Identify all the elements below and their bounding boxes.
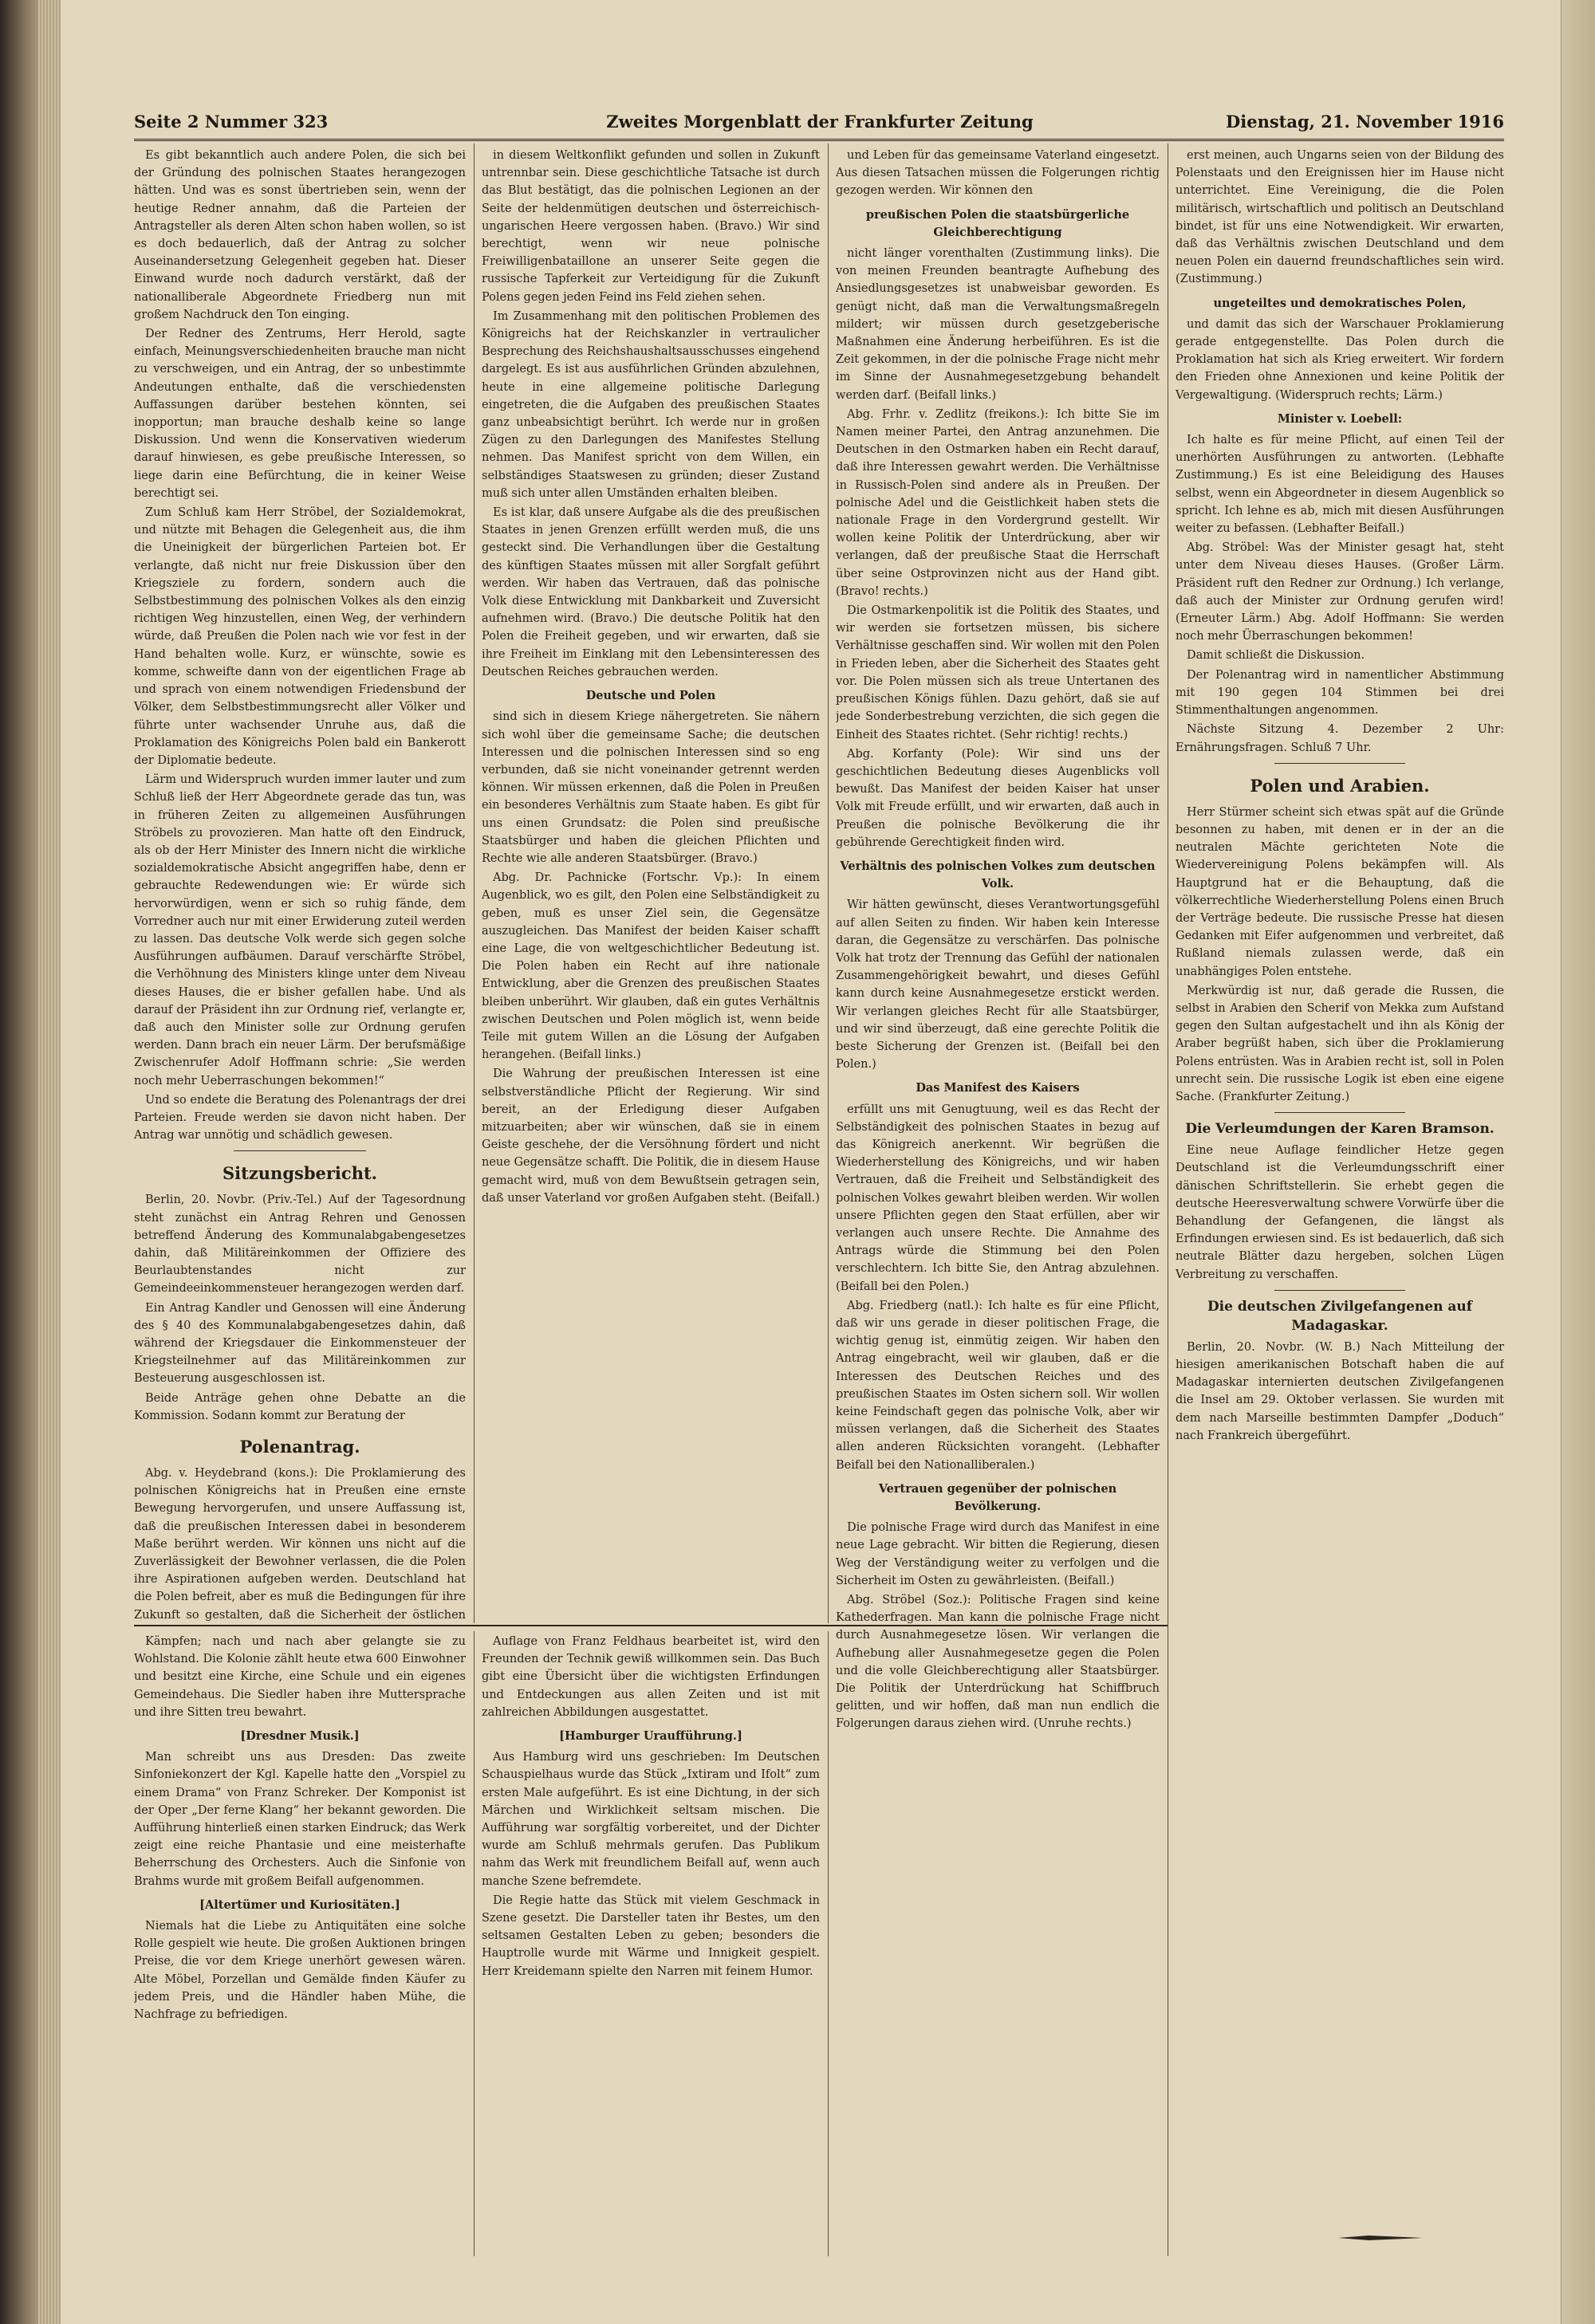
subheading: Verhältnis des polnischen Volkes zum deutschen Volk. [840,859,1156,891]
section-rule [234,1150,366,1151]
feuilleton-column-1 [134,1633,466,2255]
section-rule [1274,1112,1406,1113]
column-3 [836,147,1160,2251]
paragraph: Abg. v. Heydebrand (kons.): Die Proklamierung des polnischen Königreichs hat in Preußen eine ernste Bewegung hervorgerufen, und unsere Auffassung ist, daß die preußischen Interessen dabei in besonderem Maße berührt werden. Wir können uns nicht auf die Zuverlässigkeit der Bewohner verlassen, die die Polen ihre Aspirationen aufgeben werden. Deutschland hat die Polen befreit, aber es muß die Bedingungen für ihre Zukunft so gestalten, daß die Sicherheit der östlichen [134,1467,466,1622]
paragraph: und Leben für das gemeinsame Vaterland eingesetzt. Aus diesen Tatsachen müssen die Folgerungen richtig gezogen werden. Wir können den [836,149,1160,198]
paragraph: Ich halte es für meine Pflicht, auf einen Teil der unerhörten Ausführungen zu antworten. (Lebhafte Zustimmung.) Es ist eine Beleidigung des Hauses selbst, wenn ein Abgeordneter in diesem Augenblick so spricht. Ich lehne es ab, mich mit diesen Ausführungen weiter zu befassen. (Lebhafter Beifall.) [1176,434,1504,536]
heading-polen-arabien: Polen und Arabien. [1250,775,1430,796]
paragraph: Berlin, 20. Novbr. (Priv.-Tel.) Auf der Tagesordnung steht zunächst ein Antrag Rehren und Genossen betreffend Änderung des Kommunalabgabengesetzes dahin, daß Militäreinkommen der Offiziere des Beurlaubtenstandes nicht zur Gemeindeeinkommensteuer herangezogen werden darf. [134,1193,466,1296]
subheading: ungeteiltes und demokratisches Polen, [1213,296,1467,310]
paragraph: Abg. Friedberg (natl.): Ich halte es für eine Pflicht, daß wir uns gerade in dieser politischen Frage, die wichtig genug ist, einmütig zeigen. Wir haben den Antrag eingebracht, weil wir glauben, daß er die Interessen des Deutschen Reiches und des preußischen Staates im Osten sichern soll. Wir wollen keine Feindschaft gegen das polnische Volk, aber wir müssen verlangen, daß die Sicherheit des Staates allen anderen Rücksichten vorangeht. (Lebhafter Beifall bei den Nationalliberalen.) [836,1299,1160,1472]
paragraph: Der Redner des Zentrums, Herr Herold, sagte einfach, Meinungsverschiedenheiten brauche man nicht zu verschweigen, und ein Antrag, der so unbestimmte Andeutungen enthalte, daß die verschiedensten Auffassungen darüber bestehen könnten, sei inopportun; man brauche deshalb keine so lange Diskussion. Und wenn die Konservativen wiederum darauf hinwiesen, es gebe preußische Interessen, so liege darin eine Befürchtung, die in keiner Weise berechtigt sei. [134,328,466,500]
heading-zivilgefangene: Die deutschen Zivilgefangenen auf Madagaskar. [1207,1298,1473,1334]
book-spine [0,0,38,2324]
paragraph: und damit das sich der Warschauer Proklamierung gerade entgegenstellte. Das Polen durch die Proklamation hat sich als Krieg erweitert. Wir fordern den Frieden ohne Annexionen und keine Politik der Vergewaltigung. (Widerspruch rechts; Lärm.) [1176,317,1504,402]
end-ornament [1337,2232,1424,2243]
paragraph: in diesem Weltkonflikt gefunden und sollen in Zukunft untrennbar sein. Diese geschichtliche Tatsache ist durch das Blut bestätigt, das die polnischen Legionen an der Seite der heldenmütigen deutschen und österreichisch-ungarischen Heere vergossen haben. (Bravo.) Wir sind berechtigt, wenn wir neue polnische Freiwilligenbataillone an unserer Seite gegen die russische Tapferkeit zur Verteidigung für die Zukunft Polens gegen jeden Feind ins Feld ziehen sehen. [482,149,820,304]
feuilleton-column-2 [482,1633,820,2255]
page-edge-stack [38,0,61,2324]
column-4 [1176,147,1504,2251]
column-rule [828,144,829,1623]
paragraph: Abg. Ströbel: Was der Minister gesagt hat, steht unter dem Niveau dieses Hauses. (Großer Lärm. Präsident ruft den Redner zur Ordnung.) Ich verlange, daß auch der Minister zur Ordnung gerufen wird! (Erneuter Lärm.) Abg. Adolf Hoffmann: Sie werden noch mehr Überraschungen bekommen! [1176,541,1504,643]
paragraph: Abg. Frhr. v. Zedlitz (freikons.): Ich bitte Sie im Namen meiner Partei, den Antrag anzunehmen. Die Deutschen in den Ostmarken haben ein Recht darauf, daß ihre Interessen gewahrt werden. Die Verhältnisse in Russisch-Polen sind andere als in Preußen. Der polnische Adel und die Geistlichkeit haben stets die nationale Frage in den Vordergrund gestellt. Wir wollen keine Politik der Unterdrückung, aber wir verlangen, daß der preußische Staat die Herrschaft über seine Ostprovinzen nicht aus der Hand gibt. (Bravo! rechts.) [836,407,1160,598]
subheading: [Altertümer und Kuriositäten.] [199,1897,400,1912]
heading-bramson: Die Verleumdungen der Karen Bramson. [1185,1121,1495,1138]
heading-sitzungsbericht: Sitzungsbericht. [223,1163,377,1184]
column-rule [828,1631,829,2256]
paragraph: Damit schließt die Diskussion. [1187,649,1365,663]
paragraph: Beide Anträge gehen ohne Debatte an die Kommission. Sodann kommt zur Beratung der [134,1391,466,1422]
paragraph: Merkwürdig ist nur, daß gerade die Russen, die selbst in Arabien den Scherif von Mekka zum Aufstand gegen den Sultan aufgestachelt und ihn als König der Araber begrüßt haben, sich über die Proklamierung Polens entrüsten. Was in Arabien recht ist, soll in Polen unrecht sein. Die russische Logik ist eben eine eigene Sache. (Frankfurter Zeitung.) [1176,984,1504,1103]
paragraph: Aus Hamburg wird uns geschrieben: Im Deutschen Schauspielhaus wurde das Stück „Ixtiram und Ifolt“ zum ersten Male aufgeführt. Es ist eine Dichtung, in der sich Märchen und Wirklichkeit seltsam mischen. Die Aufführung war sorgfältig vorbereitet, und der Dichter wurde am Schluß mehrmals gerufen. Das Publikum nahm das Werk mit freundlichem Beifall auf, wenn auch manche Szene befremdete. [482,1751,820,1888]
heading-polenantrag: Polenantrag. [239,1437,360,1457]
paragraph: Berlin, 20. Novbr. (W. B.) Nach Mitteilung der hiesigen amerikanischen Botschaft haben die auf Madagaskar internierten deutschen Zivilgefangenen die Insel am 29. Oktober verlassen. Sie wurden mit dem nach Marseille bestimmten Dampfer „Doduch“ nach Frankreich übergeführt. [1176,1340,1504,1442]
column-rule [474,1631,475,2256]
header-rule [134,139,1504,141]
newspaper-page [61,0,1595,2324]
subheading: [Hamburger Uraufführung.] [559,1729,742,1744]
running-head [134,112,1504,139]
paragraph: Man schreibt uns aus Dresden: Das zweite Sinfoniekonzert der Kgl. Kapelle hatte den „Vorspiel zu einem Drama“ von Franz Schreker. Der Komponist ist der Oper „Der ferne Klang“ her bekannt geworden. Die Aufführung hinterließ einen starken Eindruck; das Werk zeigt eine reiche Phantasie und eine meisterhafte Beherrschung des Orchesters. Auch die Sinfonie von Brahms wurde mit großem Beifall aufgenommen. [134,1751,466,1888]
paragraph: Ein Antrag Kandler und Genossen will eine Änderung des § 40 des Kommunalabgabengesetzes dahin, daß während der Kriegsdauer die Einkommensteuer der Kriegsteilnehmer auf das Militäreinkommen zur Besteuerung ausgeschlossen ist. [134,1301,466,1386]
paragraph: Niemals hat die Liebe zu Antiquitäten eine solche Rolle gespielt wie heute. Die großen Auktionen bringen Preise, die vor dem Kriege unerhört gewesen wären. Alte Möbel, Porzellan und Gemälde finden Käufer zu jedem Preis, und die Händler haben Mühe, die Nachfrage zu befriedigen. [134,1920,466,2022]
subheading: [Dresdner Musik.] [240,1729,360,1744]
subheading: Das Manifest des Kaisers [916,1081,1080,1095]
paragraph: Nächste Sitzung 4. Dezember 2 Uhr: Ernährungsfragen. Schluß 7 Uhr. [1176,723,1504,754]
facing-page-edge [1561,0,1595,2324]
paragraph: Die Wahrung der preußischen Interessen ist eine selbstverständliche Pflicht der Regierung. Wir sind bereit, an der Erledigung dieser Aufgaben mitzuarbeiten; aber wir wünschen, daß sie in einem Geiste geschehe, der die Versöhnung fördert und nicht neue Gegensätze schafft. Die Politik, die in diesem Hause gemacht wird, muß von dem Bewußtsein getragen sein, daß unser Vaterland vor großen Aufgaben steht. (Beifall.) [482,1068,820,1205]
paper-title: Zweites Morgenblatt der Frankfurter Zeitung [606,112,1034,132]
column-1 [134,147,466,1623]
paragraph: erfüllt uns mit Genugtuung, weil es das Recht der Selbständigkeit des polnischen Staates in bezug auf das Königreich anerkennt. Wir begrüßen die Wiederherstellung des Königreichs, und wir haben Vertrauen, daß die Freiheit und Selbständigkeit des polnischen Volkes gewahrt bleiben werden. Wir wollen unsere Pflichten gegen den Staat erfüllen, aber wir verlangen auch unsere Rechte. Die Annahme des Antrags würde die Stimmung bei den Polen verschlechtern. Ich bitte Sie, den Antrag abzulehnen. (Beifall bei den Polen.) [836,1103,1160,1293]
paragraph: nicht länger vorenthalten (Zustimmung links). Die von meinen Freunden beantragte Aufhebung des Ansiedlungsgesetzes ist unabweisbar geworden. Es genügt nicht, daß man die Verwaltungsmaßregeln mildert; wir müssen durch gesetzgeberische Maßnahmen eine Änderung herbeiführen. Es ist die Zeit gekommen, in der die polnische Frage nicht mehr im Sinne der Ausnahmegesetzgebung behandelt werden darf. (Beifall links.) [836,247,1160,402]
subheading: Deutsche und Polen [585,689,716,703]
paragraph: Es gibt bekanntlich auch andere Polen, die sich bei der Gründung des polnischen Staates herangezogen hätten. Und was es sonst übertrieben sein, wenn der heutige Redner annahm, daß die Parteien der Antragsteller als deren Alten schon haben wollen, so ist es doch bedauerlich, daß der Antrag zu solcher Auseinandersetzung Gelegenheit gegeben hat. Dieser Einwand wurde noch dadurch verstärkt, daß der nationalliberale Abgeordnete Friedberg nun mit großem Nachdruck den Ton einging. [134,149,466,321]
column-rule [474,144,475,1623]
bleed-through-heading [348,1,1504,36]
paragraph: Die polnische Frage wird durch das Manifest in eine neue Lage gebracht. Wir bitten die Regierung, diesen Weg der Verständigung weiter zu verfolgen und die Sicherheit im Osten zu gewährleisten. (Beifall.) [836,1521,1160,1587]
speaker-heading: Minister v. Loebell: [1277,411,1403,426]
paragraph: Und so endete die Beratung des Polenantrags der drei Parteien. Freude werden sie davon nicht haben. Der Antrag war unnötig und schädlich gewesen. [134,1093,466,1142]
paragraph: sind sich in diesem Kriege nähergetreten. Sie nähern sich wohl über die gemeinsame Sache; die deutschen Interessen und die polnischen Interessen sind so eng verbunden, daß sie nicht voneinander getrennt werden können. Wir müssen erkennen, daß die Polen in Preußen ein besonderes Verhältnis zum Staate haben. Es gibt für uns einen Grundsatz: die Polen sind preußische Staatsbürger und haben die gleichen Pflichten und Rechte wie alle anderen Staatsbürger. (Bravo.) [482,710,820,865]
paragraph: Zum Schluß kam Herr Ströbel, der Sozialdemokrat, und nützte mit Behagen die Gelegenheit aus, die ihm die Uneinigkeit der bürgerlichen Parteien bot. Er verlangte, daß nicht nur freie Diskussion über den Kriegsziele zu fordern, sondern auch die Selbstbestimmung des polnischen Volkes als den einzig richtigen Weg hinzustellen, einen Weg, der verhindern würde, daß Preußen die Polen nach wie vor fest in der Hand behalten wolle. Kurz, er wünschte, sowie es komme, schweifte dann von der eigentlichen Frage ab und sprach von einem notwendigen Friedensbund der Völker, dem Selbstbestimmungsrecht aller Völker und führte unter wachsender Unruhe aus, daß die Proklamation des Königreichs Polen bald ein Bankerott der Diplomatie bedeute. [134,506,466,767]
paragraph: Herr Stürmer scheint sich etwas spät auf die Gründe besonnen zu haben, mit denen er in der an die neutralen Mächte gerichteten Note die Wiedervereinigung Polens bekämpfen will. Als Hauptgrund hat er die Behauptung, daß die völkerrechtliche Wiederherstellung Polens einen Bruch der Verträge bedeute. Die russische Presse hat diesen Gedanken mit Eifer aufgenommen und verbreitet, daß Rußland niemals zulassen werde, daß ein unabhängiges Polen entstehe. [1176,805,1504,978]
column-2 [482,147,820,1623]
paragraph: Eine neue Auflage feindlicher Hetze gegen Deutschland ist die Verleumdungsschrift einer dänischen Schriftstellerin. Sie erhebt gegen die deutsche Heeresverwaltung schwere Vorwürfe über die Behandlung der Gefangenen, die längst als Erfindungen erwiesen sind. Es ist bedauerlich, daß sich neutrale Blätter dazu hergeben, solchen Lügen Verbreitung zu verschaffen. [1176,1144,1504,1281]
section-rule [1274,1290,1406,1291]
subheading: preußischen Polen die staatsbürgerliche Gleichberechtigung [865,207,1130,239]
issue-date: Dienstag, 21. November 1916 [1226,112,1504,132]
paragraph: Abg. Ströbel (Soz.): Politische Fragen sind keine Kathederfragen. Man kann die polnische Frage nicht durch Ausnahmegesetze lösen. Wir verlangen die Aufhebung aller Ausnahmegesetze gegen die Polen und die volle Gleichberechtigung aller Staatsbürger. Die Politik der Unterdrückung hat Schiffbruch gelitten, und wir hoffen, daß man nun endlich die Folgerungen daraus ziehen wird. (Unruhe rechts.) [836,1594,1160,1731]
paragraph: Kämpfen; nach und nach aber gelangte sie zu Wohlstand. Die Kolonie zählt heute etwa 600 Einwohner und besitzt eine Kirche, eine Schule und ein eigenes Gemeindehaus. Die Siedler haben ihre Muttersprache und ihre Sitten treu bewahrt. [134,1635,466,1719]
section-rule [1274,763,1406,764]
paragraph: Die Regie hatte das Stück mit vielem Geschmack in Szene gesetzt. Die Darsteller taten ihr Bestes, um den seltsamen Gestalten Leben zu geben; besonders die Hauptrolle wurde mit Wärme und Innigkeit gespielt. Herr Kreidemann spielte den Narren mit feinem Humor. [482,1893,820,1978]
paragraph: Es ist klar, daß unsere Aufgabe als die des preußischen Staates in jenen Grenzen erfüllt werden muß, die uns gesteckt sind. Die Verhandlungen über die Gestaltung des künftigen Staates müssen mit aller Sorgfalt geführt werden. Wir haben das Vertrauen, daß das polnische Volk diese Entwicklung mit Dankbarkeit und Zuversicht aufnehmen wird. (Bravo.) Die deutsche Politik hat den Polen die Freiheit gegeben, und wir erwarten, daß sie ihre Freiheit im Einklang mit den Lebensinteressen des Deutschen Reiches gebrauchen werden. [482,506,820,678]
paragraph: Abg. Korfanty (Pole): Wir sind uns der geschichtlichen Bedeutung dieses Augenblicks voll bewußt. Das Manifest der beiden Kaiser hat unser Volk mit Freude erfüllt, und wir erwarten, daß auch in Preußen die polnische Bevölkerung die ihr gebührende Gerechtigkeit finden wird. [836,747,1160,849]
paragraph: Lärm und Widerspruch wurden immer lauter und zum Schluß ließ der Herr Abgeordnete gerade das tun, was in früheren Zeiten zu allgemeinen Ausführungen Ströbels zu provozieren. Man hatte oft den Eindruck, als ob der Herr Minister des Innern nicht die wirkliche sozialdemokratische Absicht angegriffen habe, denn er gebrauchte Redewendungen wie: Er würde sich hervorwürdigen, wenn er sich so ruhig fände, dem Vorredner auch nur mit einer Erwiderung zuteil werden zu lassen. Das deutsche Volk werde sich gegen solche Ausführungen aufbäumen. Darauf verschärfte Ströbel, die Verhöhnung des Ministers klinge unter dem Niveau dieses Hauses, die er bisher gefallen habe. Und als darauf der Präsident ihn zur Ordnung rief, verlangte er, daß auch den Minister solle zur Ordnung gerufen werden. Dann brach ein neuer Lärm. Der berufsmäßige Zwischenrufer Adolf Hoffmann schrie: „Sie werden noch mehr Ueberraschungen bekommen!“ [134,773,466,1087]
paragraph: erst meinen, auch Ungarns seien von der Bildung des Polenstaats und den Ereignissen hier im Hause nicht unterrichtet. Eine Vereinigung, die die Polen militärisch, wirtschaftlich und politisch an Deutschland bindet, ist für uns eine Notwendigkeit. Wir erwarten, daß das Verhältnis zwischen Deutschland und dem neuen Polen ein dauernd freundschaftliches sein wird. (Zustimmung.) [1176,149,1504,286]
subheading: Vertrauen gegenüber der polnischen Bevölkerung. [878,1481,1117,1514]
paragraph: Die Ostmarkenpolitik ist die Politik des Staates, und wir werden sie fortsetzen müssen, bis sichere Verhältnisse geschaffen sind. Wir wollen mit den Polen in Frieden leben, aber die Sicherheit des Staates geht vor. Die Polen müssen sich als treue Untertanen des preußischen Königs fühlen. Dazu gehört, daß sie auf jede Sonderbestrebung verzichten, die sich gegen die Einheit des Staates richtet. (Sehr richtig! rechts.) [836,604,1160,741]
paragraph: Auflage von Franz Feldhaus bearbeitet ist, wird den Freunden der Technik gewiß willkommen sein. Das Buch gibt eine Übersicht über die wichtigsten Erfindungen und Entdeckungen aus allen Zeiten und ist mit zahlreichen Abbildungen ausgestattet. [482,1635,820,1719]
paragraph: Abg. Dr. Pachnicke (Fortschr. Vp.): In einem Augenblick, wo es gilt, den Polen eine Selbständigkeit zu geben, muß es unser Ziel sein, die Gegensätze auszugleichen. Das Manifest der beiden Kaiser schafft eine Lage, die von weltgeschichtlicher Bedeutung ist. Die Polen haben ein Recht auf ihre nationale Entwicklung, aber die Grenzen des preußischen Staates bleiben unberührt. Wir glauben, daß ein gutes Verhältnis zwischen Deutschen und Polen möglich ist, wenn beide Teile mit gutem Willen an die Lösung der Aufgaben herangehen. (Beifall links.) [482,871,820,1062]
paragraph: Im Zusammenhang mit den politischen Problemen des Königreichs hat der Reichskanzler in vertraulicher Besprechung des Reichshaushaltsausschusses eingehend dargelegt. Es ist aus ausführlichen Gründen abzulehnen, heute in eine allgemeine politische Darlegung eingetreten, die die Aufgaben des preußischen Staates ganz unbeabsichtigt berührt. Ich werde nur in großen Zügen zu den Darlegungen des Manifestes Stellung nehmen. Das Manifest spricht von dem Willen, ein selbständiges Staatswesen zu gründen; dieser Zustand muß sich unter allen Umständen erhalten bleiben. [482,309,820,500]
page-number: Seite 2 Nummer 323 [134,112,329,132]
paragraph: Der Polenantrag wird in namentlicher Abstimmung mit 190 gegen 104 Stimmen bei drei Stimmenthaltungen angenommen. [1176,668,1504,718]
paragraph: Wir hätten gewünscht, dieses Verantwortungsgefühl auf allen Seiten zu finden. Wir haben kein Interesse daran, die Gegensätze zu verschärfen. Das polnische Volk hat trotz der Trennung das Gefühl der nationalen Zusammengehörigkeit bewahrt, und dieses Gefühl kann durch keine Ausnahmegesetze erstickt werden. Wir verlangen gleiches Recht für alle Staatsbürger, und wir sind überzeugt, daß eine gerechte Politik die beste Sicherung der Grenzen ist. (Beifall bei den Polen.) [836,899,1160,1072]
